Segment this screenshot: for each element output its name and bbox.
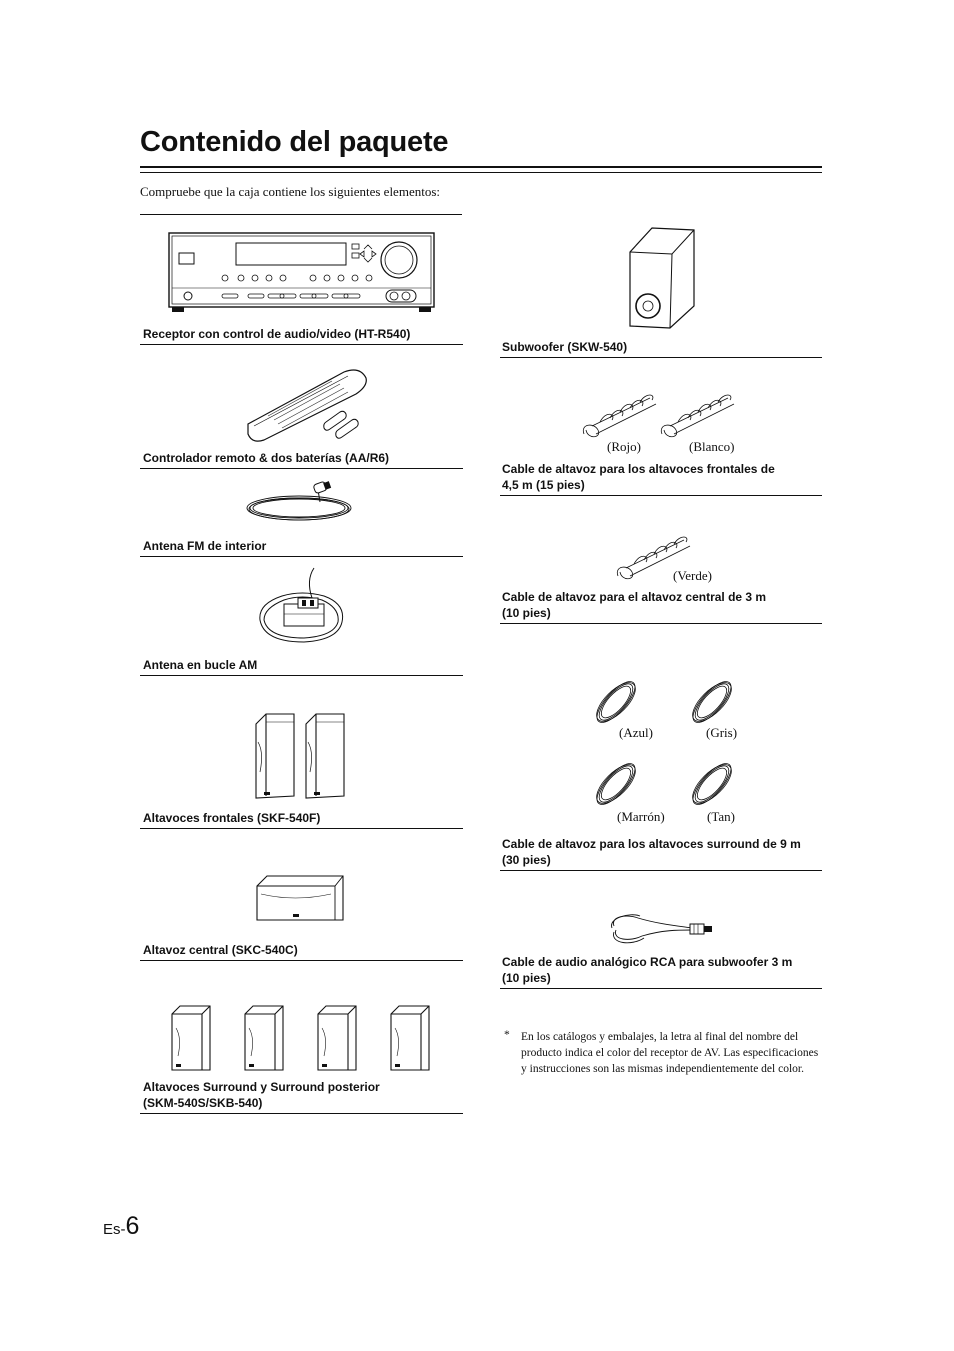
item-label-receiver: Receptor con control de audio/video (HT-R540) <box>143 327 411 341</box>
item-rule <box>140 828 463 829</box>
item-label-surround-speakers: Altavoces Surround y Surround posterior <box>143 1080 380 1094</box>
item-rule <box>500 357 822 358</box>
subwoofer-illustration <box>626 226 698 330</box>
surround-speakers-illustration <box>168 1004 436 1074</box>
cable-color-caption: (Rojo) <box>607 439 641 454</box>
item-label-front-cables: Cable de altavoz para los altavoces frontales de <box>502 462 775 476</box>
center-speaker-illustration <box>255 874 347 924</box>
item-label-surround-cables: Cable de altavoz para los altavoces surround de 9 m <box>502 837 801 851</box>
item-label-front-speakers: Altavoces frontales (SKF-540F) <box>143 811 321 825</box>
item-rule <box>500 623 822 624</box>
cable-color-caption: (Tan) <box>707 809 735 824</box>
item-label-center-cable-length: (10 pies) <box>502 606 551 620</box>
item-label-fm-antenna: Antena FM de interior <box>143 539 267 553</box>
item-label-rca-cable: Cable de audio analógico RCA para subwoofer 3 m <box>502 955 793 969</box>
front-speakers-illustration <box>252 712 348 802</box>
item-rule <box>500 495 822 496</box>
cable-color-caption: (Verde) <box>673 568 712 583</box>
item-rule <box>140 344 463 345</box>
cable-color-caption: (Blanco) <box>689 439 735 454</box>
page-number-prefix: Es- <box>103 1221 126 1238</box>
item-label-front-cables-length: 4,5 m (15 pies) <box>502 478 585 492</box>
cable-color-caption: (Gris) <box>706 725 738 740</box>
column-top-rule <box>140 214 462 215</box>
fm-antenna-illustration <box>244 478 360 524</box>
footnote-marker: * <box>504 1029 510 1041</box>
item-label-subwoofer: Subwoofer (SKW-540) <box>502 340 628 354</box>
cable-color-caption: (Marrón) <box>617 809 665 824</box>
item-label-surround-speakers-models: (SKM-540S/SKB-540) <box>143 1096 263 1110</box>
item-rule <box>140 468 463 469</box>
page-number <box>103 1212 139 1241</box>
footnote-text: En los catálogos y embalajes, la letra al final del nombre del producto indica el color del receptor de AV. Las especificaciones y instrucciones son las mismas independientemente del color. <box>521 1031 819 1075</box>
intro-text: Compruebe que la caja contiene los siguientes elementos: <box>140 184 440 199</box>
item-label-center-speaker: Altavoz central (SKC-540C) <box>143 943 298 957</box>
item-rule <box>140 556 463 557</box>
item-rule <box>140 675 463 676</box>
item-label-remote: Controlador remoto & dos baterías (AA/R6) <box>143 451 390 465</box>
item-rule <box>140 960 463 961</box>
cable-color-caption: (Azul) <box>619 725 653 740</box>
remote-control-illustration <box>244 366 368 442</box>
title-rule <box>140 166 822 168</box>
front-speaker-cables-illustration <box>580 390 742 442</box>
page-number-value: 6 <box>125 1212 140 1240</box>
item-rule <box>500 988 822 989</box>
receiver-illustration <box>168 232 436 314</box>
am-loop-antenna-illustration <box>254 568 350 648</box>
surround-speaker-cables-illustration <box>584 674 746 814</box>
item-label-am-antenna: Antena en bucle AM <box>143 658 258 672</box>
item-label-surround-cables-length: (30 pies) <box>502 853 551 867</box>
item-label-center-cable: Cable de altavoz para el altavoz central de 3 m <box>502 590 767 604</box>
item-rule <box>500 870 822 871</box>
page-title: Contenido del paquete <box>140 126 449 158</box>
title-rule-thin <box>140 172 822 173</box>
item-label-rca-cable-length: (10 pies) <box>502 971 551 985</box>
item-rule <box>140 1113 463 1114</box>
rca-cable-illustration <box>608 908 716 948</box>
